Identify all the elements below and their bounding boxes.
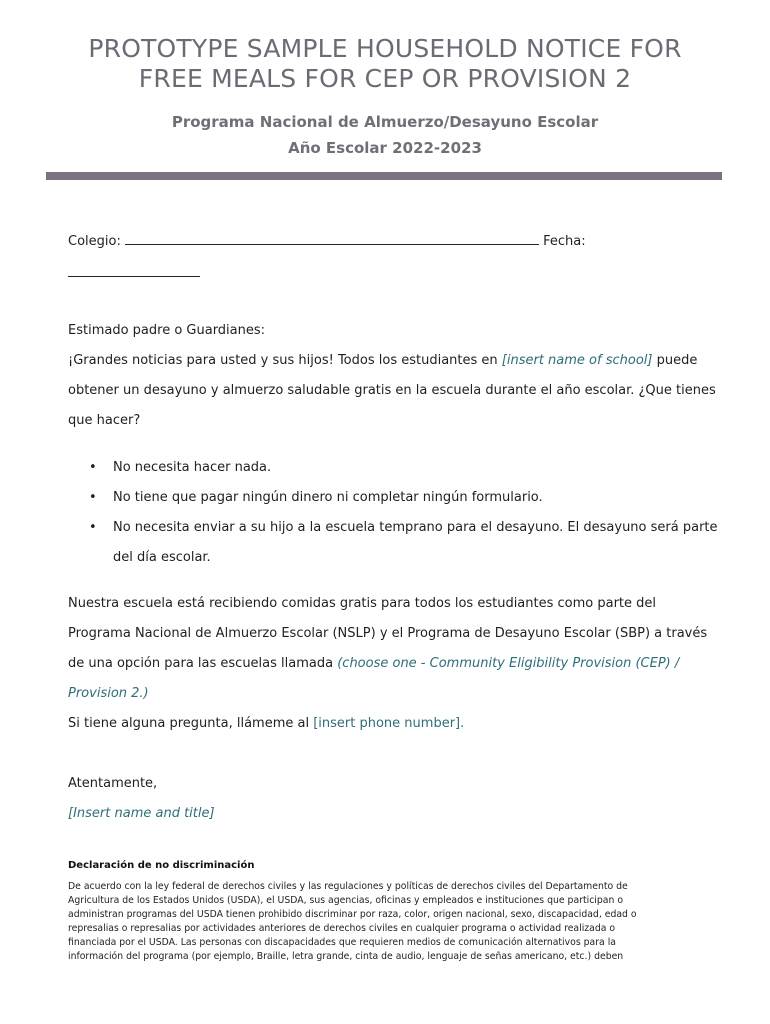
nondiscrimination-line: información del programa (por ejemplo, Braille, letra grande, cinta de audio, lenguaje de señas americano, etc.) deben xyxy=(68,950,624,962)
p1-text-b: puede xyxy=(652,353,698,368)
bullet-item-continuation: del día escolar. xyxy=(113,550,211,565)
nondiscrimination-body xyxy=(68,880,698,963)
program-subtitle: Programa Nacional de Almuerzo/Desayuno Escolar xyxy=(171,113,599,131)
nondiscrimination-title: Declaración de no discriminación xyxy=(68,860,255,871)
school-field[interactable] xyxy=(125,232,539,245)
header-divider xyxy=(46,172,722,180)
paragraph-3 xyxy=(68,716,464,731)
date-label: Fecha: xyxy=(543,234,586,249)
document-title xyxy=(40,34,730,94)
greeting: Estimado padre o Guardianes: xyxy=(68,323,266,338)
nondiscrimination-line: represalias o represalias por actividades anteriores de derechos civiles en cualquier programa o actividad realizada o xyxy=(68,922,616,934)
nondiscrimination-line: administran programas del USDA tienen prohibido discriminar por raza, color, origen nacional, sexo, discapacidad, edad o xyxy=(68,908,637,920)
nondiscrimination-line: De acuerdo con la ley federal de derechos civiles y las regulaciones y políticas de derechos civiles del Departamento de xyxy=(68,881,628,892)
school-date-row xyxy=(68,232,586,249)
nondiscrimination-line: Agricultura de los Estados Unidos (USDA), el USDA, sus agencias, oficinas y empleados e instituciones que participan o xyxy=(68,894,624,906)
nondiscrimination-line: financiada por el USDA. Las personas con discapacidades que requieren medios de comunicación alternativos para la xyxy=(68,936,616,948)
bullet-item: No necesita enviar a su hijo a la escuela temprano para el desayuno. El desayuno será parte xyxy=(113,520,718,535)
bullet-marker: • xyxy=(89,460,97,475)
paragraph-1-line-2: obtener un desayuno y almuerzo saludable gratis en la escuela durante el año escolar. ¿Que tienes xyxy=(68,383,716,398)
school-name-placeholder: [insert name of school] xyxy=(501,353,653,368)
provision-placeholder: (choose one - Community Eligibility Provision (CEP) / xyxy=(337,656,680,671)
p1-text-a: ¡Grandes noticias para usted y sus hijos! Todos los estudiantes en xyxy=(68,353,502,368)
school-label: Colegio: xyxy=(68,234,121,249)
bullet-item: No necesita hacer nada. xyxy=(113,460,272,475)
paragraph-2-line-3 xyxy=(68,656,679,671)
p2-text-a: de una opción para las escuelas llamada xyxy=(68,656,338,671)
paragraph-2-line-2: Programa Nacional de Almuerzo Escolar (NSLP) y el Programa de Desayuno Escolar (SBP) a través xyxy=(68,626,708,641)
provision-placeholder-continuation: Provision 2.) xyxy=(68,686,149,701)
bullet-item: No tiene que pagar ningún dinero ni completar ningún formulario. xyxy=(113,490,543,505)
phone-placeholder: [insert phone number]. xyxy=(313,716,465,731)
bullet-marker: • xyxy=(89,520,97,535)
paragraph-2-line-1: Nuestra escuela está recibiendo comidas gratis para todos los estudiantes como parte del xyxy=(68,596,657,611)
paragraph-1-line-1 xyxy=(68,353,697,368)
school-year-subtitle: Año Escolar 2022-2023 xyxy=(288,139,482,157)
title-line-2: FREE MEALS FOR CEP OR PROVISION 2 xyxy=(138,64,632,93)
date-field[interactable] xyxy=(68,264,200,277)
title-line-1: PROTOTYPE SAMPLE HOUSEHOLD NOTICE FOR xyxy=(88,34,682,63)
paragraph-1-line-3: que hacer? xyxy=(68,413,141,428)
p3-text: Si tiene alguna pregunta, llámeme al xyxy=(68,716,314,731)
date-field-row xyxy=(68,264,200,281)
signature-placeholder: [Insert name and title] xyxy=(68,806,215,821)
bullet-marker: • xyxy=(89,490,97,505)
closing: Atentamente, xyxy=(68,776,158,791)
